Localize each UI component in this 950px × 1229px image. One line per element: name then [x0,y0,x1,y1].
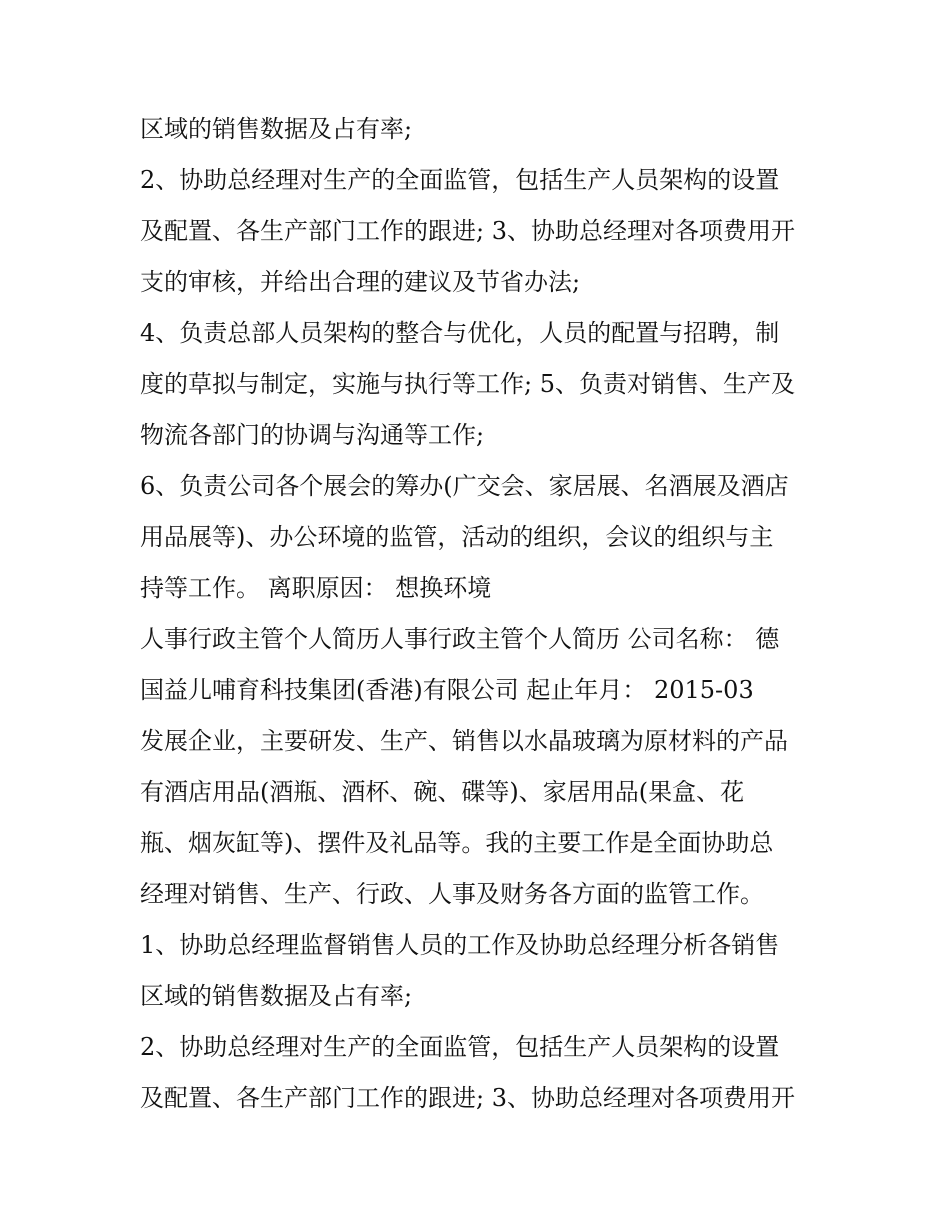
text-line: 持等工作。 离职原因： 想换环境 [140,574,492,602]
text-line: 区域的销售数据及占有率; [140,982,413,1010]
text-line: 发展企业，主要研发、生产、销售以水晶玻璃为原材料的产品 [140,727,788,755]
text-line: 2、协助总经理对生产的全面监管，包括生产人员架构的设置 [140,1033,780,1061]
text-line: 有酒店用品(酒瓶、酒杯、碗、碟等)、家居用品(果盒、花 [140,778,745,806]
text-line: 区域的销售数据及占有率; [140,115,413,143]
text-line: 经理对销售、生产、行政、人事及财务各方面的监管工作。 [140,880,764,908]
document-body [140,108,830,1128]
text-line: 2、协助总经理对生产的全面监管，包括生产人员架构的设置 [140,166,780,194]
text-line: 物流各部门的协调与沟通等工作; [140,421,485,449]
text-line: 瓶、烟灰缸等)、摆件及礼品等。我的主要工作是全面协助总 [140,829,774,857]
text-line: 6、负责公司各个展会的筹办(广交会、家居展、名酒展及酒店 [140,472,789,500]
text-line: 人事行政主管个人简历人事行政主管个人简历 公司名称： 德 [140,625,780,653]
text-line: 国益儿哺育科技集团(香港)有限公司 起止年月： 2015-03 [140,676,754,704]
text-line: 用品展等)、办公环境的监管，活动的组织，会议的组织与主 [140,523,774,551]
text-line: 度的草拟与制定，实施与执行等工作; 5、负责对销售、生产及 [140,370,795,398]
text-line: 及配置、各生产部门工作的跟进; 3、协助总经理对各项费用开 [140,1084,795,1112]
text-line: 及配置、各生产部门工作的跟进; 3、协助总经理对各项费用开 [140,217,795,245]
text-line: 1、协助总经理监督销售人员的工作及协助总经理分析各销售 [140,931,780,959]
text-line: 支的审核，并给出合理的建议及节省办法; [140,268,581,296]
text-line: 4、负责总部人员架构的整合与优化，人员的配置与招聘，制 [140,319,780,347]
